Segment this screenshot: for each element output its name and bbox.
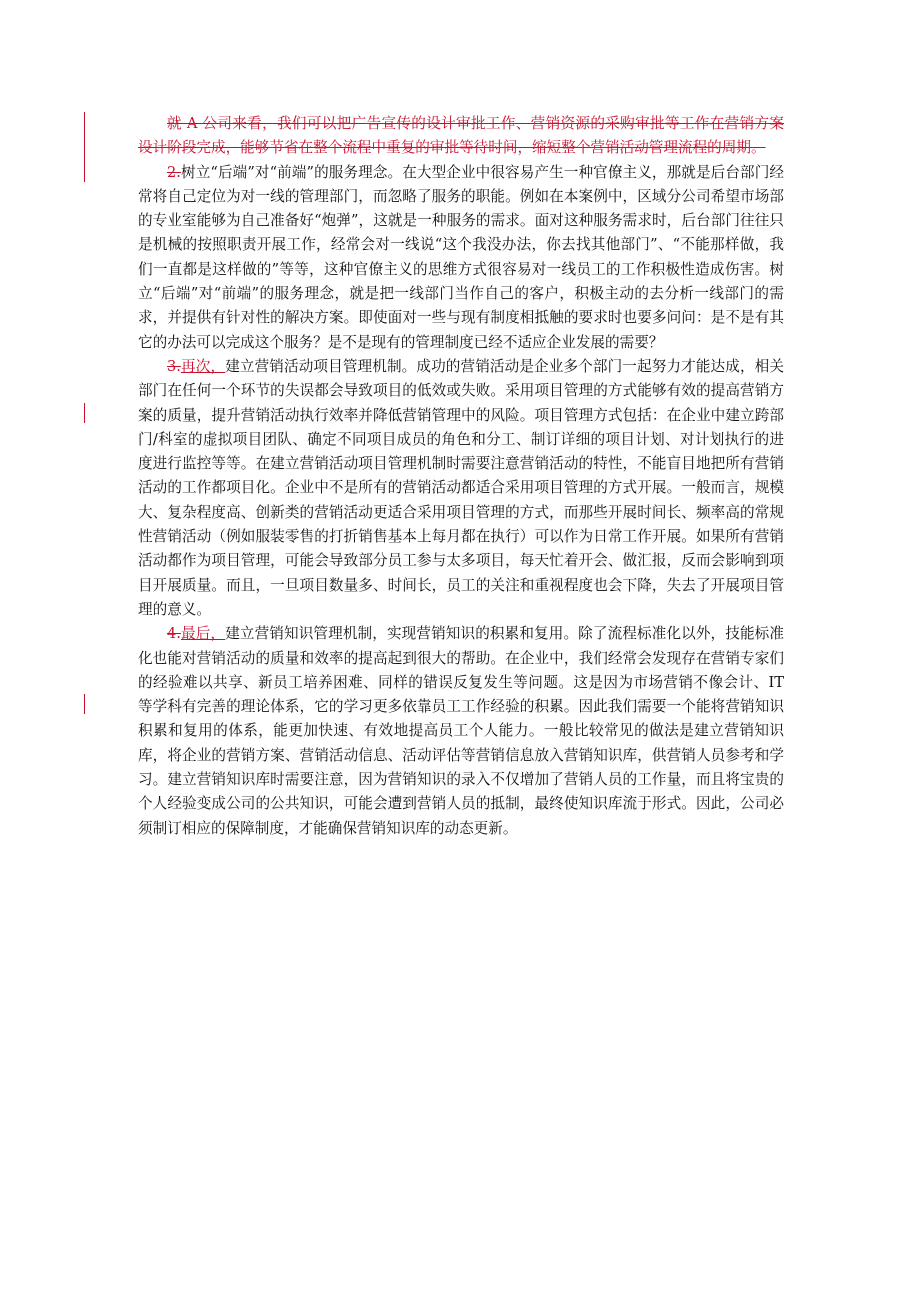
paragraph-deleted-intro: [138, 112, 784, 161]
inserted-text: 最后，: [180, 625, 226, 643]
paragraph-service-concept: [138, 161, 784, 355]
deleted-list-number: 4.: [167, 625, 181, 643]
paragraph-text: 建立营销知识管理机制，实现营销知识的积累和复用。除了流程标准化以外，技能标准化也能对营销活动的质量和效率的提高起到很大的帮助。在企业中，我们经常会发现存在营销专家们的经验难以共享、新员工培养困难、同样的错误反复发生等问题。这是因为市场营销不像会计、IT 等学科有完善的理论体系，它的学习更多依靠员工工作经验的积累。因此我们需要一个能将营销知识积累和复用的体系，能更加快速、有效地提高员工个人能力。一般比较常见的做法是建立营销知识库，将企业的营销方案、营销活动信息、活动评估等营销信息放入营销知识库，供营销人员参考和学习。建立营销知识库时需要注意，因为营销知识的录入不仅增加了营销人员的工作量，而且将宝贵的个人经验变成公司的公共知识，可能会遭到营销人员的抵制，最终使知识库流于形式。因此，公司必须制订相应的保障制度，才能确保营销知识库的动态更新。: [138, 625, 784, 837]
revision-change-bar: [84, 112, 85, 182]
revision-change-bar: [84, 403, 85, 423]
paragraph-text: 树立“后端”对“前端”的服务理念。在大型企业中很容易产生一种官僚主义，那就是后台部门经常将自己定位为对一线的管理部门，而忽略了服务的职能。例如在本案例中，区域分公司希望市场部的专业室能够为自己准备好“炮弹”，这就是一种服务的需求。面对这种服务需求时，后台部门往往只是机械的按照职责开展工作，经常会对一线说“这个我没办法，你去找其他部门”、“不能那样做，我们一直都是这样做的”等等，这种官僚主义的思维方式很容易对一线员工的工作积极性造成伤害。树立“后端”对“前端”的服务理念，就是把一线部门当作自己的客户，积极主动的去分析一线部门的需求，并提供有针对性的解决方案。即使面对一些与现有制度相抵触的要求时也要多问问：是不是有其它的办法可以完成这个服务？是不是现有的管理制度已经不适应企业发展的需要？: [138, 163, 784, 351]
paragraph-knowledge-management: [138, 622, 784, 841]
deleted-list-number: 3.: [167, 357, 181, 375]
document-body: [138, 112, 784, 841]
inserted-text: 再次，: [180, 357, 226, 375]
paragraph-project-management: [138, 355, 784, 622]
deleted-list-number: 2.: [167, 163, 181, 181]
revision-change-bar: [84, 694, 85, 714]
paragraph-text: 建立营销活动项目管理机制。成功的营销活动是企业多个部门一起努力才能达成，相关部门在任何一个环节的失误都会导致项目的低效或失败。采用项目管理的方式能够有效的提高营销方案的质量，提升营销活动执行效率并降低营销管理中的风险。项目管理方式包括：在企业中建立跨部门/科室的虚拟项目团队、确定不同项目成员的角色和分工、制订详细的项目计划、对计划执行的进度进行监控等等。在建立营销活动项目管理机制时需要注意营销活动的特性，不能盲目地把所有营销活动的工作都项目化。企业中不是所有的营销活动都适合采用项目管理的方式开展。一般而言，规模大、复杂程度高、创新类的营销活动更适合采用项目管理的方式，而那些开展时间长、频率高的常规性营销活动（例如服装零售的打折销售基本上每月都在执行）可以作为日常工作开展。如果所有营销活动都作为项目管理，可能会导致部分员工参与太多项目，每天忙着开会、做汇报，反而会影响到项目开展质量。而且，一旦项目数量多、时间长，员工的关注和重视程度也会下降，失去了开展项目管理的意义。: [138, 357, 784, 618]
deleted-text: 就 A 公司来看，我们可以把广告宣传的设计审批工作、营销资源的采购审批等工作在营销方案设计阶段完成，能够节省在整个流程中重复的审批等待时间，缩短整个营销活动管理流程的周期。: [138, 115, 784, 157]
